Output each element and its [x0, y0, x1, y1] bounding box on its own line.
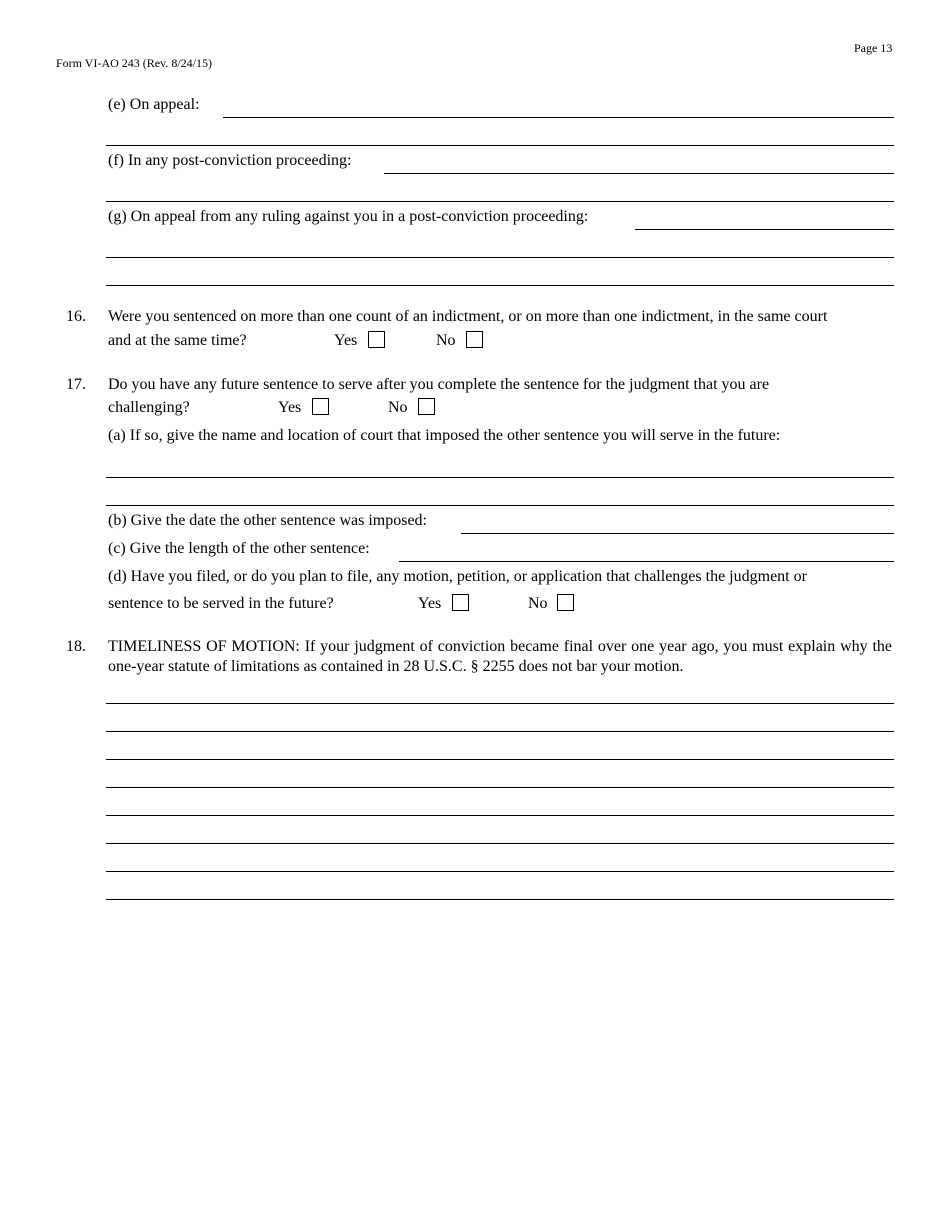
- question-18-number: 18.: [66, 638, 86, 655]
- item-17c-label: (c) Give the length of the other sentence:: [108, 540, 370, 557]
- q17-no-label: No: [388, 399, 408, 416]
- page-number: Page 13: [854, 41, 893, 55]
- post-conviction-field[interactable]: [384, 173, 894, 174]
- post-conviction-appeal-field[interactable]: [635, 229, 894, 230]
- on-appeal-field[interactable]: [223, 117, 894, 118]
- timeliness-answer-line[interactable]: [106, 703, 894, 704]
- timeliness-answer-line[interactable]: [106, 843, 894, 844]
- other-sentence-length-field[interactable]: [399, 561, 894, 562]
- other-court-field-line2[interactable]: [106, 505, 894, 506]
- item-17a-label: (a) If so, give the name and location of court that imposed the other sentence you will serve in the future:: [108, 427, 781, 444]
- q16-no-checkbox[interactable]: [466, 331, 483, 348]
- q16-yes-checkbox[interactable]: [368, 331, 385, 348]
- question-16-number: 16.: [66, 308, 86, 325]
- q17-yes-checkbox[interactable]: [312, 398, 329, 415]
- timeliness-answer-line[interactable]: [106, 871, 894, 872]
- item-17d-text-line1: (d) Have you filed, or do you plan to file, any motion, petition, or application that challenges the judgment or: [108, 568, 807, 585]
- q17-yes-label: Yes: [278, 399, 302, 416]
- question-17-text-line2: challenging?: [108, 399, 190, 416]
- on-appeal-field-line2[interactable]: [106, 145, 894, 146]
- q16-yes-label: Yes: [334, 332, 358, 349]
- q16-no-label: No: [436, 332, 456, 349]
- post-conviction-appeal-field-line3[interactable]: [106, 285, 894, 286]
- q17d-yes-checkbox[interactable]: [452, 594, 469, 611]
- form-identifier: Form VI-AO 243 (Rev. 8/24/15): [56, 56, 212, 70]
- timeliness-answer-line[interactable]: [106, 899, 894, 900]
- other-sentence-date-field[interactable]: [461, 533, 894, 534]
- q17d-yes-label: Yes: [418, 595, 442, 612]
- item-e-label: (e) On appeal:: [108, 96, 200, 113]
- question-18-text: TIMELINESS OF MOTION: If your judgment of conviction became final over one year ago, you must explain why the one-year statute of limitations as contained in 28 U.S.C. § 2255 does not bar your motion.: [108, 638, 892, 675]
- post-conviction-field-line2[interactable]: [106, 201, 894, 202]
- question-16-text-line2: and at the same time?: [108, 332, 247, 349]
- q17d-no-checkbox[interactable]: [557, 594, 574, 611]
- timeliness-answer-line[interactable]: [106, 759, 894, 760]
- q17d-no-label: No: [528, 595, 548, 612]
- timeliness-answer-line[interactable]: [106, 787, 894, 788]
- q17-no-checkbox[interactable]: [418, 398, 435, 415]
- item-17d-text-line2: sentence to be served in the future?: [108, 595, 334, 612]
- item-f-label: (f) In any post-conviction proceeding:: [108, 152, 352, 169]
- item-17b-label: (b) Give the date the other sentence was imposed:: [108, 512, 427, 529]
- question-17-number: 17.: [66, 376, 86, 393]
- timeliness-answer-line[interactable]: [106, 731, 894, 732]
- item-g-label: (g) On appeal from any ruling against you in a post-conviction proceeding:: [108, 208, 589, 225]
- question-17-text-line1: Do you have any future sentence to serve after you complete the sentence for the judgment that you are: [108, 376, 770, 393]
- other-court-field[interactable]: [106, 477, 894, 478]
- timeliness-answer-line[interactable]: [106, 815, 894, 816]
- question-16-text-line1: Were you sentenced on more than one count of an indictment, or on more than one indictment, in the same court: [108, 308, 828, 325]
- post-conviction-appeal-field-line2[interactable]: [106, 257, 894, 258]
